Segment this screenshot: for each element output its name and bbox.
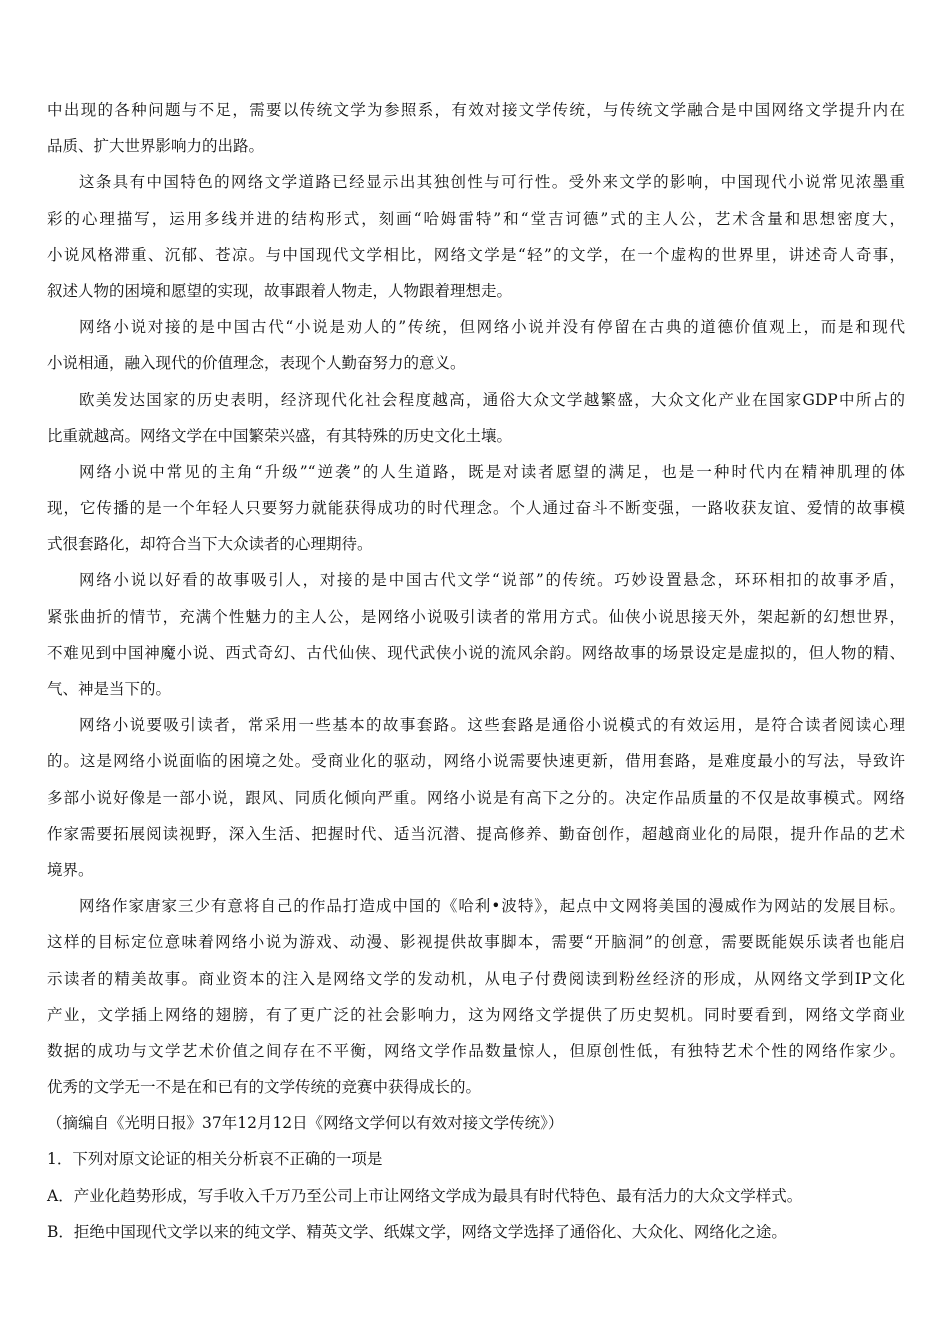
option-b: B．拒绝中国现代文学以来的纯文学、精英文学、纸媒文学，网络文学选择了通俗化、大众化、网络化之途。 — [47, 1222, 787, 1241]
paragraph-line: 网络小说对接的是中国古代“小说是劝人的”传统，但网络小说并没有停留在古典的道德价值观上，而是和现代 — [79, 318, 905, 337]
paragraph — [47, 888, 905, 1105]
paragraph-line: 的。这是网络小说面临的困境之处。受商业化的驱动，网络小说需要快速更新，借用套路，是难度最小的写法，导致许 — [47, 752, 905, 771]
paragraph-line: 气、神是当下的。 — [47, 680, 172, 698]
paragraph — [47, 562, 905, 707]
paragraph-line: 这样的目标定位意味着网络小说为游戏、动漫、影视提供故事脚本，需要“开脑洞”的创意，需要既能娱乐读者也能启 — [47, 933, 905, 952]
paragraph-line: 多部小说好像是一部小说，跟风、同质化倾向严重。网络小说是有高下之分的。决定作品质量的不仅是故事模式。网络 — [47, 788, 905, 807]
paragraph — [47, 382, 905, 454]
paragraph-line: 品质、扩大世界影响力的出路。 — [47, 137, 265, 156]
question-block — [47, 1141, 905, 1250]
paragraph-line: 叙述人物的困境和愿望的实现，故事跟着人物走，人物跟着理想走。 — [47, 281, 513, 300]
paragraph-line: 网络作家唐家三少有意将自己的作品打造成中国的《哈利•波特》，起点中文网将美国的漫威作为网站的发展目标。 — [79, 897, 905, 916]
source-citation: （摘编自《光明日报》37年12月12日《网络文学何以有效对接文学传统》） — [47, 1114, 564, 1133]
paragraph-line: 优秀的文学无一不是在和已有的文学传统的竞赛中获得成长的。 — [47, 1078, 482, 1097]
paragraph-line: 小说相通，融入现代的价值理念，表现个人勤奋努力的意义。 — [47, 354, 466, 373]
paragraph-line: 现，它传播的是一个年轻人只要努力就能获得成功的时代理念。个人通过奋斗不断变强，一路收获友谊、爱情的故事模 — [47, 499, 905, 518]
paragraph-line: 网络小说要吸引读者，常采用一些基本的故事套路。这些套路是通俗小说模式的有效运用，是符合读者阅读心理 — [79, 716, 905, 735]
paragraph-line: 紧张曲折的情节，充满个性魅力的主人公，是网络小说吸引读者的常用方式。仙侠小说思接天外，架起新的幻想世界， — [47, 607, 905, 626]
paragraph-line: 这条具有中国特色的网络文学道路已经显示出其独创性与可行性。受外来文学的影响，中国现代小说常见浓墨重 — [79, 173, 905, 192]
paragraph-line: 式很套路化，却符合当下大众读者的心理期待。 — [47, 535, 373, 554]
paragraph — [47, 454, 905, 563]
paragraph — [47, 707, 905, 888]
paragraph-line: 网络小说中常见的主角“升级”“逆袭”的人生道路，既是对读者愿望的满足，也是一种时代内在精神肌理的体 — [79, 462, 905, 481]
paragraph-line: 示读者的精美故事。商业资本的注入是网络文学的发动机，从电子付费阅读到粉丝经济的形成，从网络文学到IP文化 — [47, 969, 905, 988]
paragraph-line: 欧美发达国家的历史表明，经济现代化社会程度越高，通俗大众文学越繁盛，大众文化产业在国家GDP中所占的 — [79, 390, 905, 409]
paragraph — [47, 309, 905, 381]
paragraph-line: 作家需要拓展阅读视野，深入生活、把握时代、适当沉潜、提高修养、勤奋创作，超越商业化的局限，提升作品的艺术 — [47, 824, 905, 843]
paragraph-line: 彩的心理描写，运用多线并进的结构形式，刻画“哈姆雷特”和“堂吉诃德”式的主人公，艺术含量和思想密度大， — [47, 209, 905, 228]
paragraph-line: 中出现的各种问题与不足，需要以传统文学为参照系，有效对接文学传统，与传统文学融合是中国网络文学提升内在 — [47, 101, 905, 119]
paragraph-line: 数据的成功与文学艺术价值之间存在不平衡，网络文学作品数量惊人，但原创性低，有独特艺术个性的网络作家少。 — [47, 1041, 905, 1060]
option-a: A．产业化趋势形成，写手收入千万乃至公司上市让网络文学成为最具有时代特色、最有活力的大众文学样式。 — [47, 1186, 803, 1205]
question-stem: 1．下列对原文论证的相关分析哀不正确的一项是 — [47, 1150, 383, 1169]
paragraph-line: 网络小说以好看的故事吸引人，对接的是中国古代文学“说部”的传统。巧妙设置悬念，环环相扣的故事矛盾， — [79, 571, 905, 590]
paragraph-line: 比重就越高。网络文学在中国繁荣兴盛，有其特殊的历史文化土壤。 — [47, 426, 513, 445]
paragraph-line: 境界。 — [47, 860, 94, 879]
paragraph — [47, 92, 905, 164]
paragraph-line: 产业，文学插上网络的翅膀，有了更广泛的社会影响力，这为网络文学提供了历史契机。同时要看到，网络文学商业 — [47, 1005, 905, 1024]
paragraph-line: 小说风格滞重、沉郁、苍凉。与中国现代文学相比，网络文学是“轻”的文学，在一个虚构的世界里，讲述奇人奇事， — [47, 245, 905, 264]
paragraph — [47, 164, 905, 309]
exam-page — [47, 92, 905, 1250]
paragraph-line: 不难见到中国神魔小说、西式奇幻、古代仙侠、现代武侠小说的流风余韵。网络故事的场景设定是虚拟的，但人物的精、 — [47, 643, 905, 662]
